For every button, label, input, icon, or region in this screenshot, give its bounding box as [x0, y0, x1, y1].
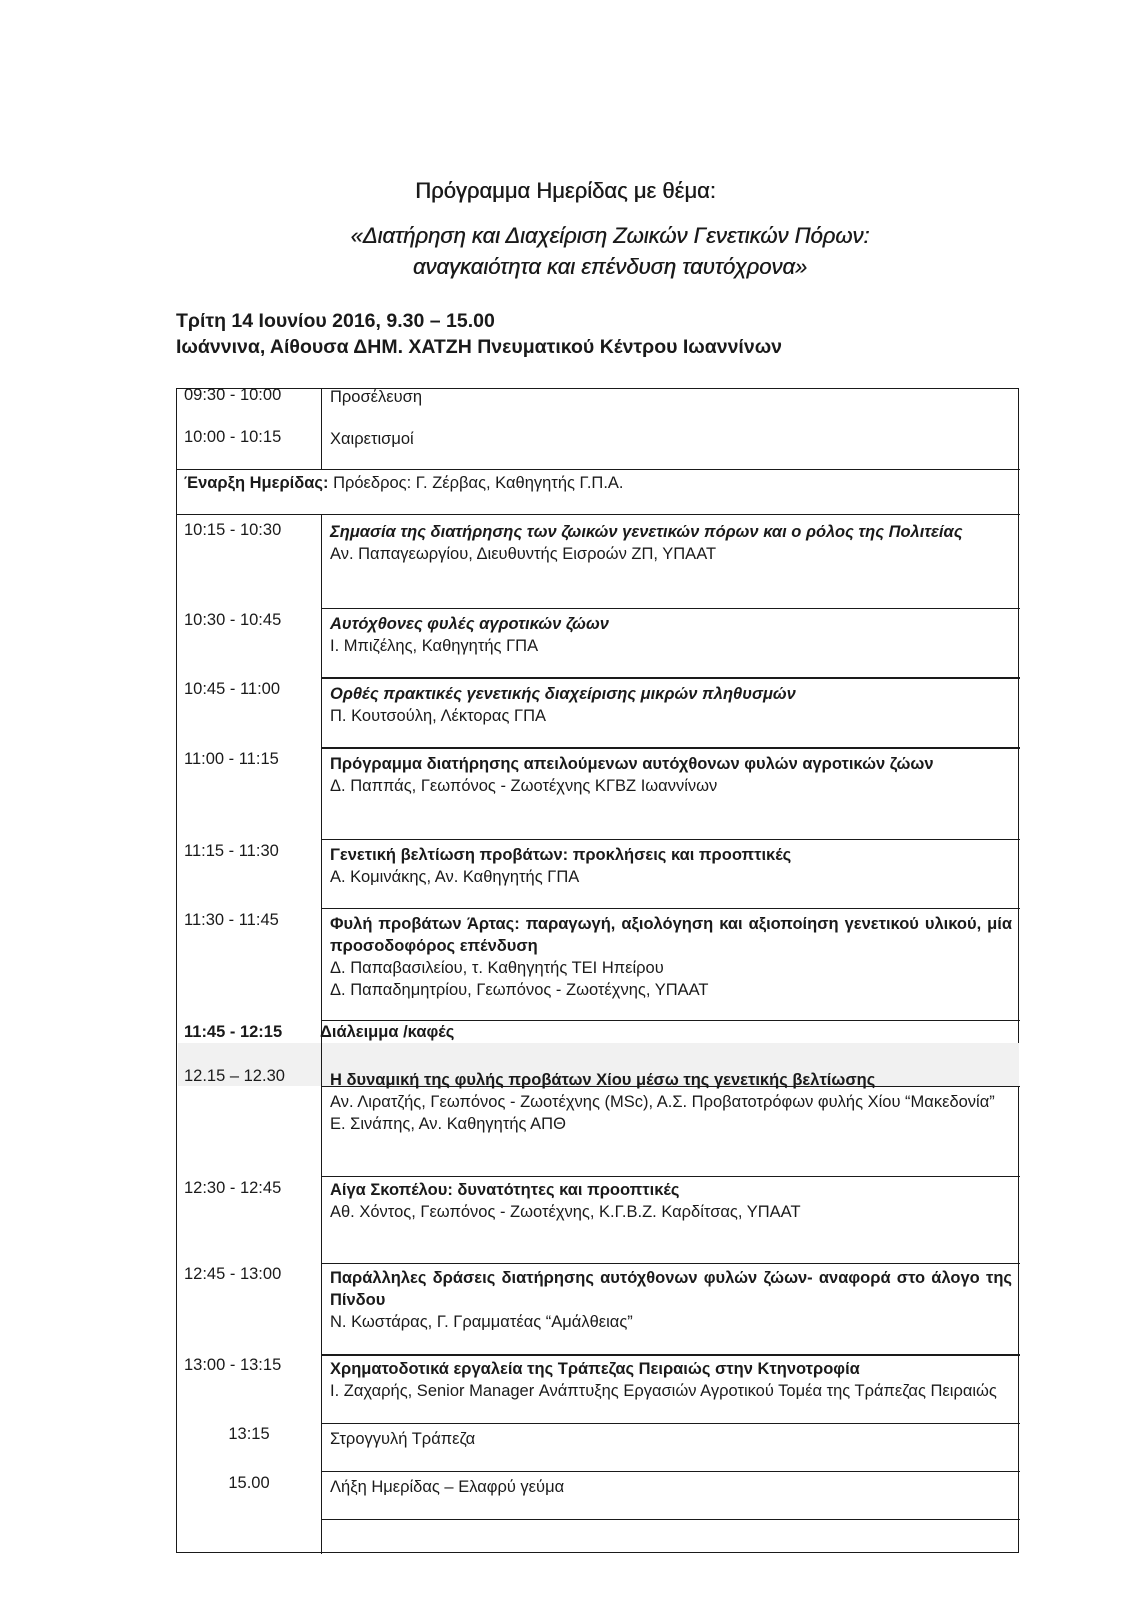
- row-divider: [321, 908, 1020, 909]
- time-cell: 11:15 - 11:30: [184, 842, 279, 860]
- session-title: Αίγα Σκοπέλου: δυνατότητες και προοπτικές: [330, 1181, 680, 1199]
- column-divider: [321, 389, 322, 470]
- session-cell: [330, 683, 1012, 727]
- speaker: Αν. Λιρατζής, Γεωπόνος - Ζωοτέχνης (MSc), Α.Σ. Προβατοτρόφων φυλής Χίου “Μακεδονία”: [330, 1093, 995, 1111]
- session-title: Χαιρετισμοί: [330, 430, 414, 448]
- speaker: Α. Κομινάκης, Αν. Καθηγητής ΓΠΑ: [330, 868, 580, 886]
- row-divider: [321, 677, 1020, 679]
- subtitle-line-2: αναγκαιότητα και επένδυση ταυτόχρονα»: [412, 254, 808, 279]
- row-divider: [321, 608, 1020, 609]
- time-cell: 12.15 – 12.30: [184, 1067, 285, 1085]
- time-cell: 10:15 - 10:30: [184, 521, 282, 539]
- session-cell: [330, 1179, 1012, 1223]
- event-subtitle: [250, 220, 970, 282]
- row-divider: [321, 839, 1020, 840]
- row-divider: [321, 1423, 1020, 1424]
- time-cell: 15.00: [228, 1474, 270, 1492]
- speaker: Ν. Κωστάρας, Γ. Γραμματέας “Αμάλθειας”: [330, 1313, 633, 1331]
- time-cell: 11:45 - 12:15: [184, 1023, 283, 1041]
- time-cell: 13:15: [228, 1425, 270, 1443]
- session-cell: [330, 1069, 1012, 1135]
- row-divider: [321, 1471, 1020, 1472]
- schedule-table: [176, 388, 1019, 1553]
- session-title: Στρογγυλή Τράπεζα: [330, 1430, 476, 1448]
- time-cell: 13:00 - 13:15: [184, 1356, 282, 1374]
- session-title: Φυλή προβάτων Άρτας: παραγωγή, αξιολόγηση και αξιοποίηση γενετικού υλικού, μία προσοδοφόρος επένδυση: [330, 915, 1012, 955]
- session-title: Γενετική βελτίωση προβάτων: προκλήσεις και προοπτικές: [330, 846, 792, 864]
- row-divider: [321, 1020, 1020, 1021]
- speaker: Αν. Παπαγεωργίου, Διευθυντής Εισροών ΖΠ, ΥΠΑΑΤ: [330, 545, 717, 563]
- session-title: Σημασία της διατήρησης των ζωικών γενετικών πόρων και ο ρόλος της Πολιτείας: [330, 523, 963, 541]
- speaker: Δ. Παπαδημητρίου, Γεωπόνος - Ζωοτέχνης, ΥΠΑΑΤ: [330, 981, 709, 999]
- time-cell: 10:30 - 10:45: [184, 611, 282, 629]
- session-title: Ορθές πρακτικές γενετικής διαχείρισης μικρών πληθυσμών: [330, 685, 796, 703]
- event-venue: Ιωάννινα, Αίθουσα ΔΗΜ. ΧΑΤΖΗ Πνευματικού Κέντρου Ιωαννίνων: [176, 336, 783, 358]
- opening-chair: Πρόεδρος: Γ. Ζέρβας, Καθηγητής Γ.Π.Α.: [328, 474, 624, 492]
- time-cell: 10:00 - 10:15: [184, 428, 282, 446]
- session-cell: [330, 844, 1012, 888]
- session-cell: [330, 1358, 1012, 1402]
- speaker: Δ. Παπαβασιλείου, τ. Καθηγητής ΤΕΙ Ηπείρου: [330, 959, 664, 977]
- row-divider: [321, 1354, 1020, 1356]
- row-divider: [177, 469, 1020, 470]
- time-cell: 09:30 - 10:00: [184, 386, 282, 404]
- break-title: Διάλειμμα /καφές: [320, 1023, 455, 1041]
- row-divider: [321, 1519, 1020, 1520]
- row-divider: [177, 514, 1020, 515]
- session-cell: [330, 753, 1012, 797]
- session-title: Αυτόχθονες φυλές αγροτικών ζώων: [330, 615, 609, 633]
- row-divider: [321, 1263, 1020, 1264]
- session-cell: [330, 1267, 1012, 1333]
- session-title: Παράλληλες δράσεις διατήρησης αυτόχθονων φυλών ζώων- αναφορά στο άλογο της Πίνδου: [330, 1269, 1012, 1309]
- time-cell: 10:45 - 11:00: [184, 680, 281, 698]
- event-date: Τρίτη 14 Ιουνίου 2016, 9.30 – 15.00: [176, 310, 495, 332]
- row-divider: [321, 1176, 1020, 1177]
- session-cell: [330, 913, 1012, 1001]
- row-divider: [321, 747, 1020, 749]
- speaker: Ι. Ζαχαρής, Senior Manager Ανάπτυξης Εργασιών Αγροτικού Τομέα της Τράπεζας Πειραιώς: [330, 1382, 997, 1400]
- subtitle-line-1: «Διατήρηση και Διαχείριση Ζωικών Γενετικών Πόρων:: [350, 223, 870, 248]
- speaker: Αθ. Χόντος, Γεωπόνος - Ζωοτέχνης, Κ.Γ.Β.Ζ. Καρδίτσας, ΥΠΑΑΤ: [330, 1203, 801, 1221]
- page-title: Πρόγραμμα Ημερίδας με θέμα:: [415, 178, 716, 203]
- time-cell: 12:45 - 13:00: [184, 1265, 282, 1283]
- session-cell: [330, 613, 1012, 657]
- opening-label: Έναρξη Ημερίδας:: [184, 474, 329, 492]
- speaker: Δ. Παππάς, Γεωπόνος - Ζωοτέχνης ΚΓΒΖ Ιωαννίνων: [330, 777, 718, 795]
- session-cell: [330, 521, 1012, 565]
- time-cell: 11:00 - 11:15: [184, 750, 279, 768]
- opening-row: [184, 474, 624, 493]
- time-cell: 11:30 - 11:45: [184, 911, 279, 929]
- speaker: Ι. Μπιζέλης, Καθηγητής ΓΠΑ: [330, 637, 539, 655]
- session-title: Προσέλευση: [330, 388, 423, 406]
- speaker: Π. Κουτσούλη, Λέκτορας ΓΠΑ: [330, 707, 546, 725]
- time-cell: 12:30 - 12:45: [184, 1179, 282, 1197]
- session-title: Χρηματοδοτικά εργαλεία της Τράπεζας Πειραιώς στην Κτηνοτροφία: [330, 1360, 860, 1378]
- session-title: Η δυναμική της φυλής προβάτων Χίου μέσω της γενετικής βελτίωσης: [330, 1071, 876, 1089]
- session-title: Πρόγραμμα διατήρησης απειλούμενων αυτόχθονων φυλών αγροτικών ζώων: [330, 755, 934, 773]
- speaker: Ε. Σινάπης, Αν. Καθηγητής ΑΠΘ: [330, 1115, 566, 1133]
- session-title: Λήξη Ημερίδας – Ελαφρύ γεύμα: [330, 1478, 565, 1496]
